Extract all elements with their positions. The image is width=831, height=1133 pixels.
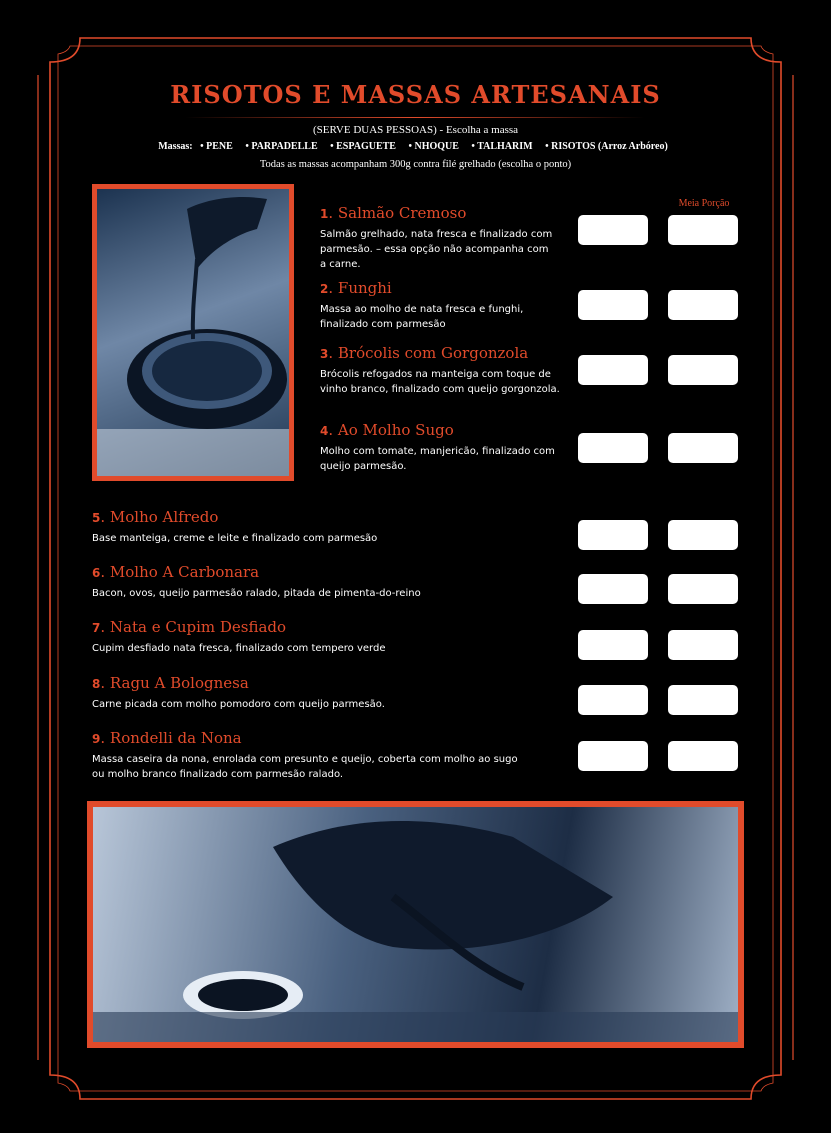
massa-option: • NHOQUE — [408, 141, 459, 152]
price-box-half — [668, 215, 738, 245]
price-box-half — [668, 520, 738, 550]
price-box-full — [578, 574, 648, 604]
massa-option: • ESPAGUETE — [330, 141, 396, 152]
price-box-half — [668, 574, 738, 604]
price-box-full — [578, 433, 648, 463]
price-box-half — [668, 741, 738, 771]
subtitle: (SERVE DUAS PESSOAS) - Escolha a massa — [312, 124, 519, 136]
page-title: RISOTOS E MASSAS ARTESANAIS — [170, 80, 661, 109]
price-box-full — [578, 290, 648, 320]
price-box-full — [578, 630, 648, 660]
menu-item-desc: Carne picada com molho pomodoro com queijo parmesão. — [92, 699, 385, 710]
menu-item-title: 2. Funghi — [320, 279, 392, 297]
massa-option: • TALHARIM — [471, 141, 533, 152]
massa-option: • PARPADELLE — [245, 141, 318, 152]
menu-item-desc: Brócolis refogados na manteiga com toque de vinho branco, finalizado com queijo gorgonzola. — [320, 369, 560, 395]
menu-item-title: 3. Brócolis com Gorgonzola — [320, 344, 529, 362]
massa-option: • PENE — [200, 141, 233, 152]
menu-item-title: 6. Molho A Carbonara — [92, 563, 260, 581]
massa-option: • RISOTOS (Arroz Arbóreo) — [545, 141, 668, 152]
price-box-half — [668, 290, 738, 320]
meia-porcao-header: Meia Porção — [678, 198, 730, 209]
menu-item-title: 1. Salmão Cremoso — [320, 204, 467, 222]
menu-item-desc: Massa ao molho de nata fresca e funghi, finalizado com parmesão — [320, 304, 524, 330]
menu-item-title: 5. Molho Alfredo — [92, 508, 219, 526]
price-box-full — [578, 741, 648, 771]
menu-item-desc: Base manteiga, creme e leite e finalizado com parmesão — [92, 533, 378, 544]
menu-item-desc: Cupim desfiado nata fresca, finalizado com tempero verde — [92, 643, 386, 654]
menu-item-title: 7. Nata e Cupim Desfiado — [92, 618, 287, 636]
title-underline — [185, 117, 645, 118]
price-box-half — [668, 433, 738, 463]
massas-label: Massas: — [158, 141, 193, 152]
menu-item-title: 9. Rondelli da Nona — [92, 729, 242, 747]
menu-item-desc: Massa caseira da nona, enrolada com presunto e queijo, coberta com molho ao sugo ou molho branco finalizado com parmesão ralado. — [92, 754, 518, 780]
menu-item-title: 4. Ao Molho Sugo — [320, 421, 454, 439]
menu-item-title: 8. Ragu A Bolognesa — [92, 674, 249, 692]
price-box-half — [668, 685, 738, 715]
price-box-full — [578, 685, 648, 715]
price-box-half — [668, 355, 738, 385]
note-text: Todas as massas acompanham 300g contra filé grelhado (escolha o ponto) — [259, 159, 572, 170]
menu-item-desc: Salmão grelhado, nata fresca e finalizado com parmesão. – essa opção não acompanha com a carne. — [320, 229, 553, 270]
price-box-full — [578, 215, 648, 245]
menu-item-desc: Molho com tomate, manjericão, finalizado com queijo parmesão. — [320, 446, 555, 472]
pasta-photo-bottom — [87, 801, 744, 1048]
massas-list — [0, 141, 831, 152]
pasta-photo-top — [92, 184, 294, 481]
menu-item-desc: Bacon, ovos, queijo parmesão ralado, pitada de pimenta-do-reino — [92, 588, 421, 599]
price-box-full — [578, 355, 648, 385]
price-box-half — [668, 630, 738, 660]
price-box-full — [578, 520, 648, 550]
